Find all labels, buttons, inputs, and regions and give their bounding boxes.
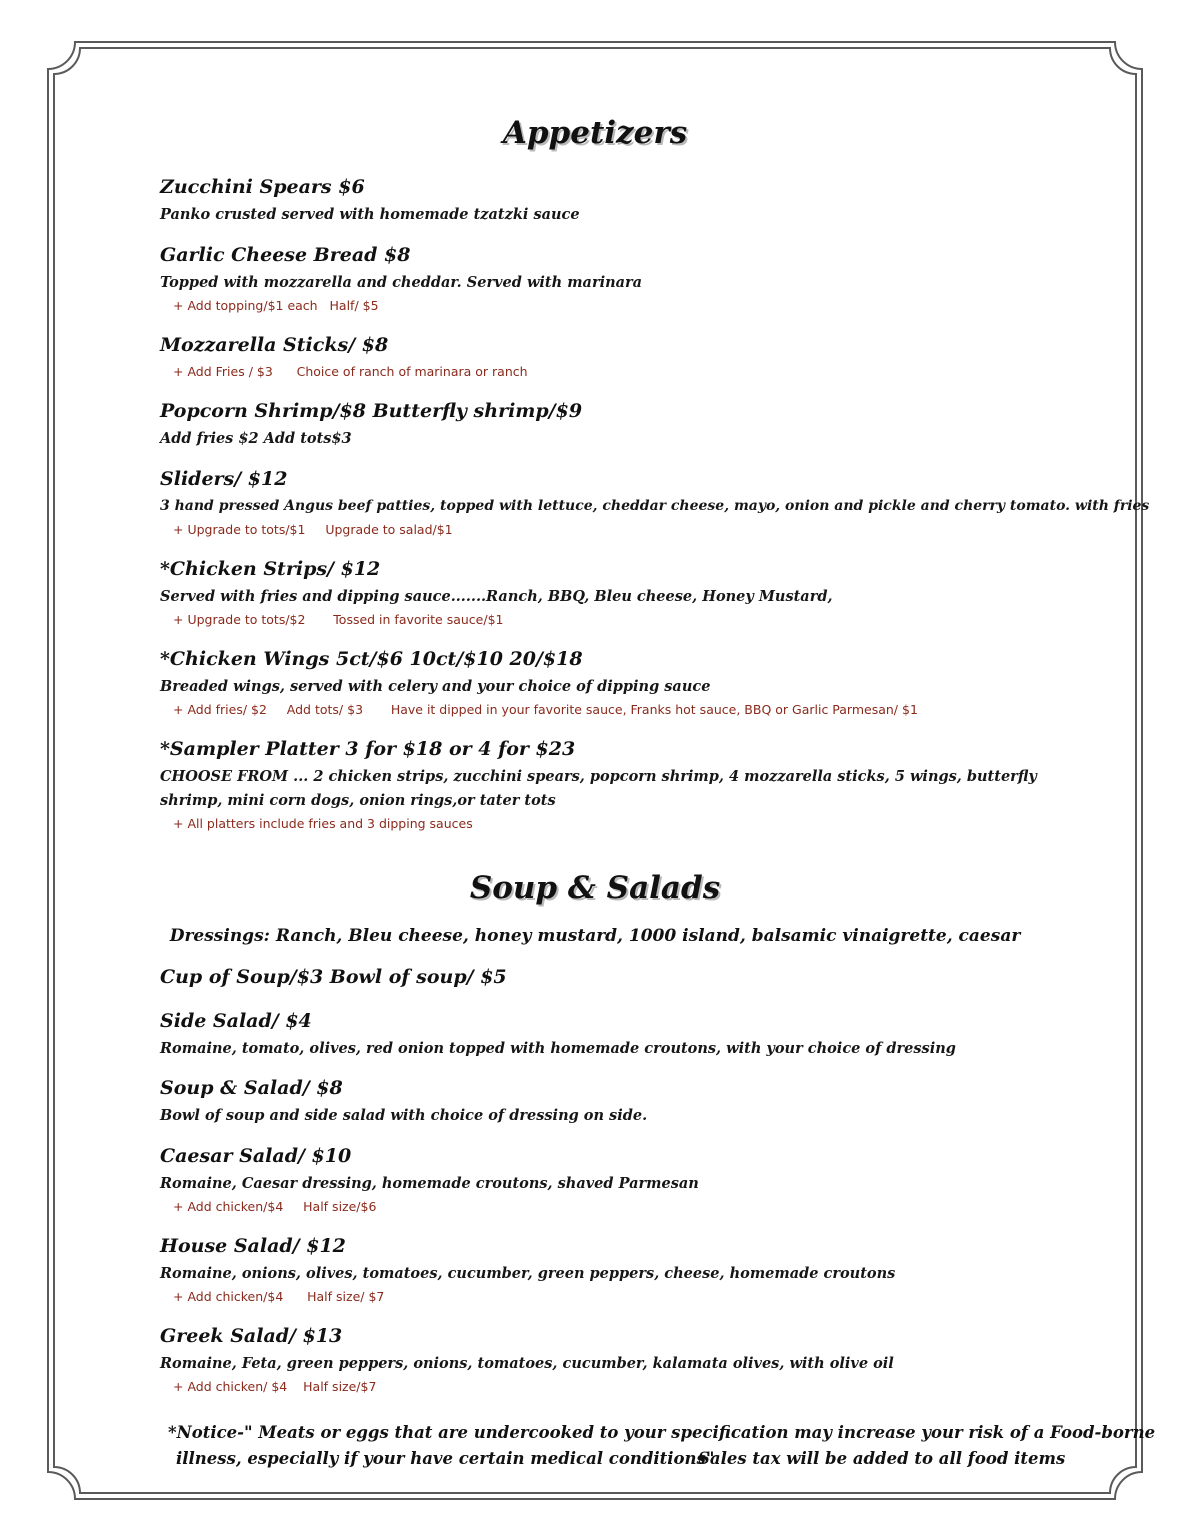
item-addon: + Add chicken/ $4 Half size/$7 xyxy=(173,1379,377,1394)
health-notice-line-2: illness, especially if your have certain medical conditions" xyxy=(176,1449,715,1468)
health-notice-line-1: *Notice-" Meats or eggs that are undercooked to your specification may increase your risk of a Food-borne xyxy=(168,1423,1156,1442)
item-addon: + Add Fries / $3 Choice of ranch of marinara or ranch xyxy=(173,364,528,379)
item-description: Romaine, onions, olives, tomatoes, cucumber, green peppers, cheese, homemade croutons xyxy=(160,1265,896,1282)
item-description: Served with fries and dipping sauce.......Ranch, BBQ, Bleu cheese, Honey Mustard, xyxy=(160,588,833,605)
item-addon: + Add chicken/$4 Half size/$6 xyxy=(173,1199,377,1214)
item-title: *Chicken Strips/ $12 xyxy=(160,558,381,580)
item-title: Garlic Cheese Bread $8 xyxy=(160,244,411,266)
item-addon: + Add fries/ $2 Add tots/ $3 Have it dipped in your favorite sauce, Franks hot sauce, BBQ or Garlic Parmesan/ $1 xyxy=(173,702,918,717)
item-description: Panko crusted served with homemade tzatzki sauce xyxy=(160,206,580,223)
sales-tax-notice: Sales tax will be added to all food items xyxy=(698,1449,1066,1468)
item-title: Sliders/ $12 xyxy=(160,468,288,490)
item-description: Romaine, Caesar dressing, homemade croutons, shaved Parmesan xyxy=(160,1175,699,1192)
item-description: Romaine, Feta, green peppers, onions, tomatoes, cucumber, kalamata olives, with olive oil xyxy=(160,1355,894,1372)
item-title: Popcorn Shrimp/$8 Butterfly shrimp/$9 xyxy=(160,400,583,422)
item-title: Caesar Salad/ $10 xyxy=(160,1145,352,1167)
item-description: Add fries $2 Add tots$3 xyxy=(160,430,352,447)
item-description: CHOOSE FROM ... 2 chicken strips, zucchini spears, popcorn shrimp, 4 mozzarella sticks, 5 wings, butterfly xyxy=(160,768,1037,785)
item-description-continued: shrimp, mini corn dogs, onion rings,or tater tots xyxy=(160,792,556,809)
item-addon: + Upgrade to tots/$2 Tossed in favorite sauce/$1 xyxy=(173,612,504,627)
item-description: Topped with mozzarella and cheddar. Served with marinara xyxy=(160,274,643,291)
soup-salads-title: Soup & Salads xyxy=(469,870,721,906)
item-title: House Salad/ $12 xyxy=(160,1235,346,1257)
item-description: Romaine, tomato, olives, red onion topped with homemade croutons, with your choice of dressing xyxy=(160,1040,956,1057)
item-title: Side Salad/ $4 xyxy=(160,1010,312,1032)
item-description: 3 hand pressed Angus beef patties, topped with lettuce, cheddar cheese, mayo, onion and pickle and cherry tomato. with fries xyxy=(160,498,1150,514)
item-title: Zucchini Spears $6 xyxy=(160,176,365,198)
dressings-list: Dressings: Ranch, Bleu cheese, honey mustard, 1000 island, balsamic vinaigrette, caesar xyxy=(169,926,1021,946)
item-title: Greek Salad/ $13 xyxy=(160,1325,343,1347)
item-title: *Chicken Wings 5ct/$6 10ct/$10 20/$18 xyxy=(160,648,583,670)
appetizers-title: Appetizers xyxy=(502,115,688,151)
item-addon: + Upgrade to tots/$1 Upgrade to salad/$1 xyxy=(173,522,453,537)
item-title: Mozzarella Sticks/ $8 xyxy=(160,334,389,356)
item-title: Soup & Salad/ $8 xyxy=(160,1077,343,1099)
item-addon: + Add chicken/$4 Half size/ $7 xyxy=(173,1289,385,1304)
item-title: *Sampler Platter 3 for $18 or 4 for $23 xyxy=(160,738,576,760)
item-title: Cup of Soup/$3 Bowl of soup/ $5 xyxy=(160,966,507,988)
item-description: Breaded wings, served with celery and your choice of dipping sauce xyxy=(160,678,711,695)
item-description: Bowl of soup and side salad with choice of dressing on side. xyxy=(160,1107,648,1124)
item-addon: + All platters include fries and 3 dipping sauces xyxy=(173,816,473,831)
item-addon: + Add topping/$1 each Half/ $5 xyxy=(173,298,379,313)
